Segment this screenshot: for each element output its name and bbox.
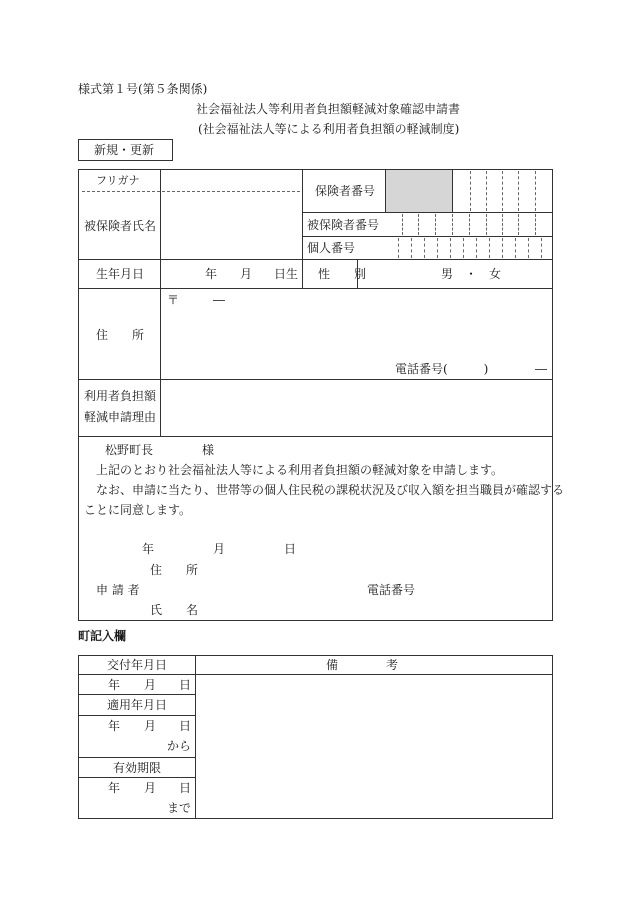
status-box-label: 新規・更新 [94, 143, 155, 157]
furigana-label: フリガナ [96, 174, 140, 187]
form-label: 様式第１号(第５条関係) [78, 82, 208, 96]
status-box[interactable] [78, 139, 173, 161]
insured-name-field[interactable] [161, 193, 301, 258]
applicant-address-label: 住 所 [150, 563, 199, 577]
insurer-number-shaded [386, 170, 452, 212]
postal-dash: ― [213, 293, 225, 307]
personal-number-label: 個人番号 [307, 241, 356, 255]
declaration-paragraph-1: 上記のとおり社会福祉法人等による利用者負担額の軽減対象を申請します。 [96, 463, 504, 477]
issue-date-field[interactable]: 年 月 日 [108, 678, 192, 692]
applicant-phone-label: 電話番号 [367, 583, 416, 597]
sex-options[interactable]: 男 ・ 女 [441, 267, 502, 281]
applicant-name-label: 氏 名 [150, 603, 199, 617]
reason-field[interactable] [161, 380, 552, 436]
sex-label: 性 別 [318, 267, 367, 281]
birth-date-label: 生年月日 [96, 267, 145, 281]
applicant-label: 申 請 者 [96, 583, 140, 597]
honorific: 様 [202, 443, 215, 457]
insured-number-field[interactable] [386, 213, 552, 236]
apply-date-field[interactable]: 年 月 日 から [108, 719, 192, 753]
form-title: 社会福祉法人等利用者負担額軽減対象確認申請書 [196, 102, 461, 116]
insurer-number-field[interactable] [453, 170, 552, 211]
furigana-field[interactable] [161, 170, 301, 191]
address-field[interactable] [161, 289, 552, 379]
remarks-label: 備 考 [326, 658, 399, 672]
insured-name-label: 被保険者氏名 [84, 219, 157, 233]
declaration-paragraph-2-line1: なお、申請に当たり、世帯等の個人住民税の課税状況及び収入額を担当職員が確認する [96, 483, 565, 497]
apply-date-label: 適用年月日 [107, 698, 168, 712]
personal-number-field[interactable] [386, 237, 552, 259]
application-date-field[interactable]: 年 月 日 [142, 542, 297, 556]
phone-label: 電話番号( ) [395, 362, 489, 376]
reason-label-line2: 軽減申請理由 [84, 410, 157, 424]
insured-number-label: 被保険者番号 [307, 218, 380, 232]
birth-date-field[interactable]: 年 月 日生 [205, 267, 299, 281]
insurer-number-label: 保険者番号 [315, 184, 376, 198]
postal-mark: 〒 [167, 293, 180, 307]
form-subtitle: (社会福祉法人等による利用者負担額の軽減制度) [198, 122, 460, 136]
validity-label: 有効期限 [113, 761, 162, 775]
addressee: 松野町長 [105, 443, 154, 457]
address-label: 住 所 [96, 328, 145, 342]
declaration-paragraph-2-line2: ことに同意します。 [84, 503, 192, 517]
town-section-heading: 町記入欄 [78, 629, 127, 643]
issue-date-label: 交付年月日 [107, 658, 168, 672]
validity-date-field[interactable]: 年 月 日 まで [108, 781, 192, 815]
phone-dash: ― [535, 362, 547, 376]
remarks-field[interactable] [196, 675, 552, 818]
reason-label-line1: 利用者負担額 [84, 389, 157, 403]
